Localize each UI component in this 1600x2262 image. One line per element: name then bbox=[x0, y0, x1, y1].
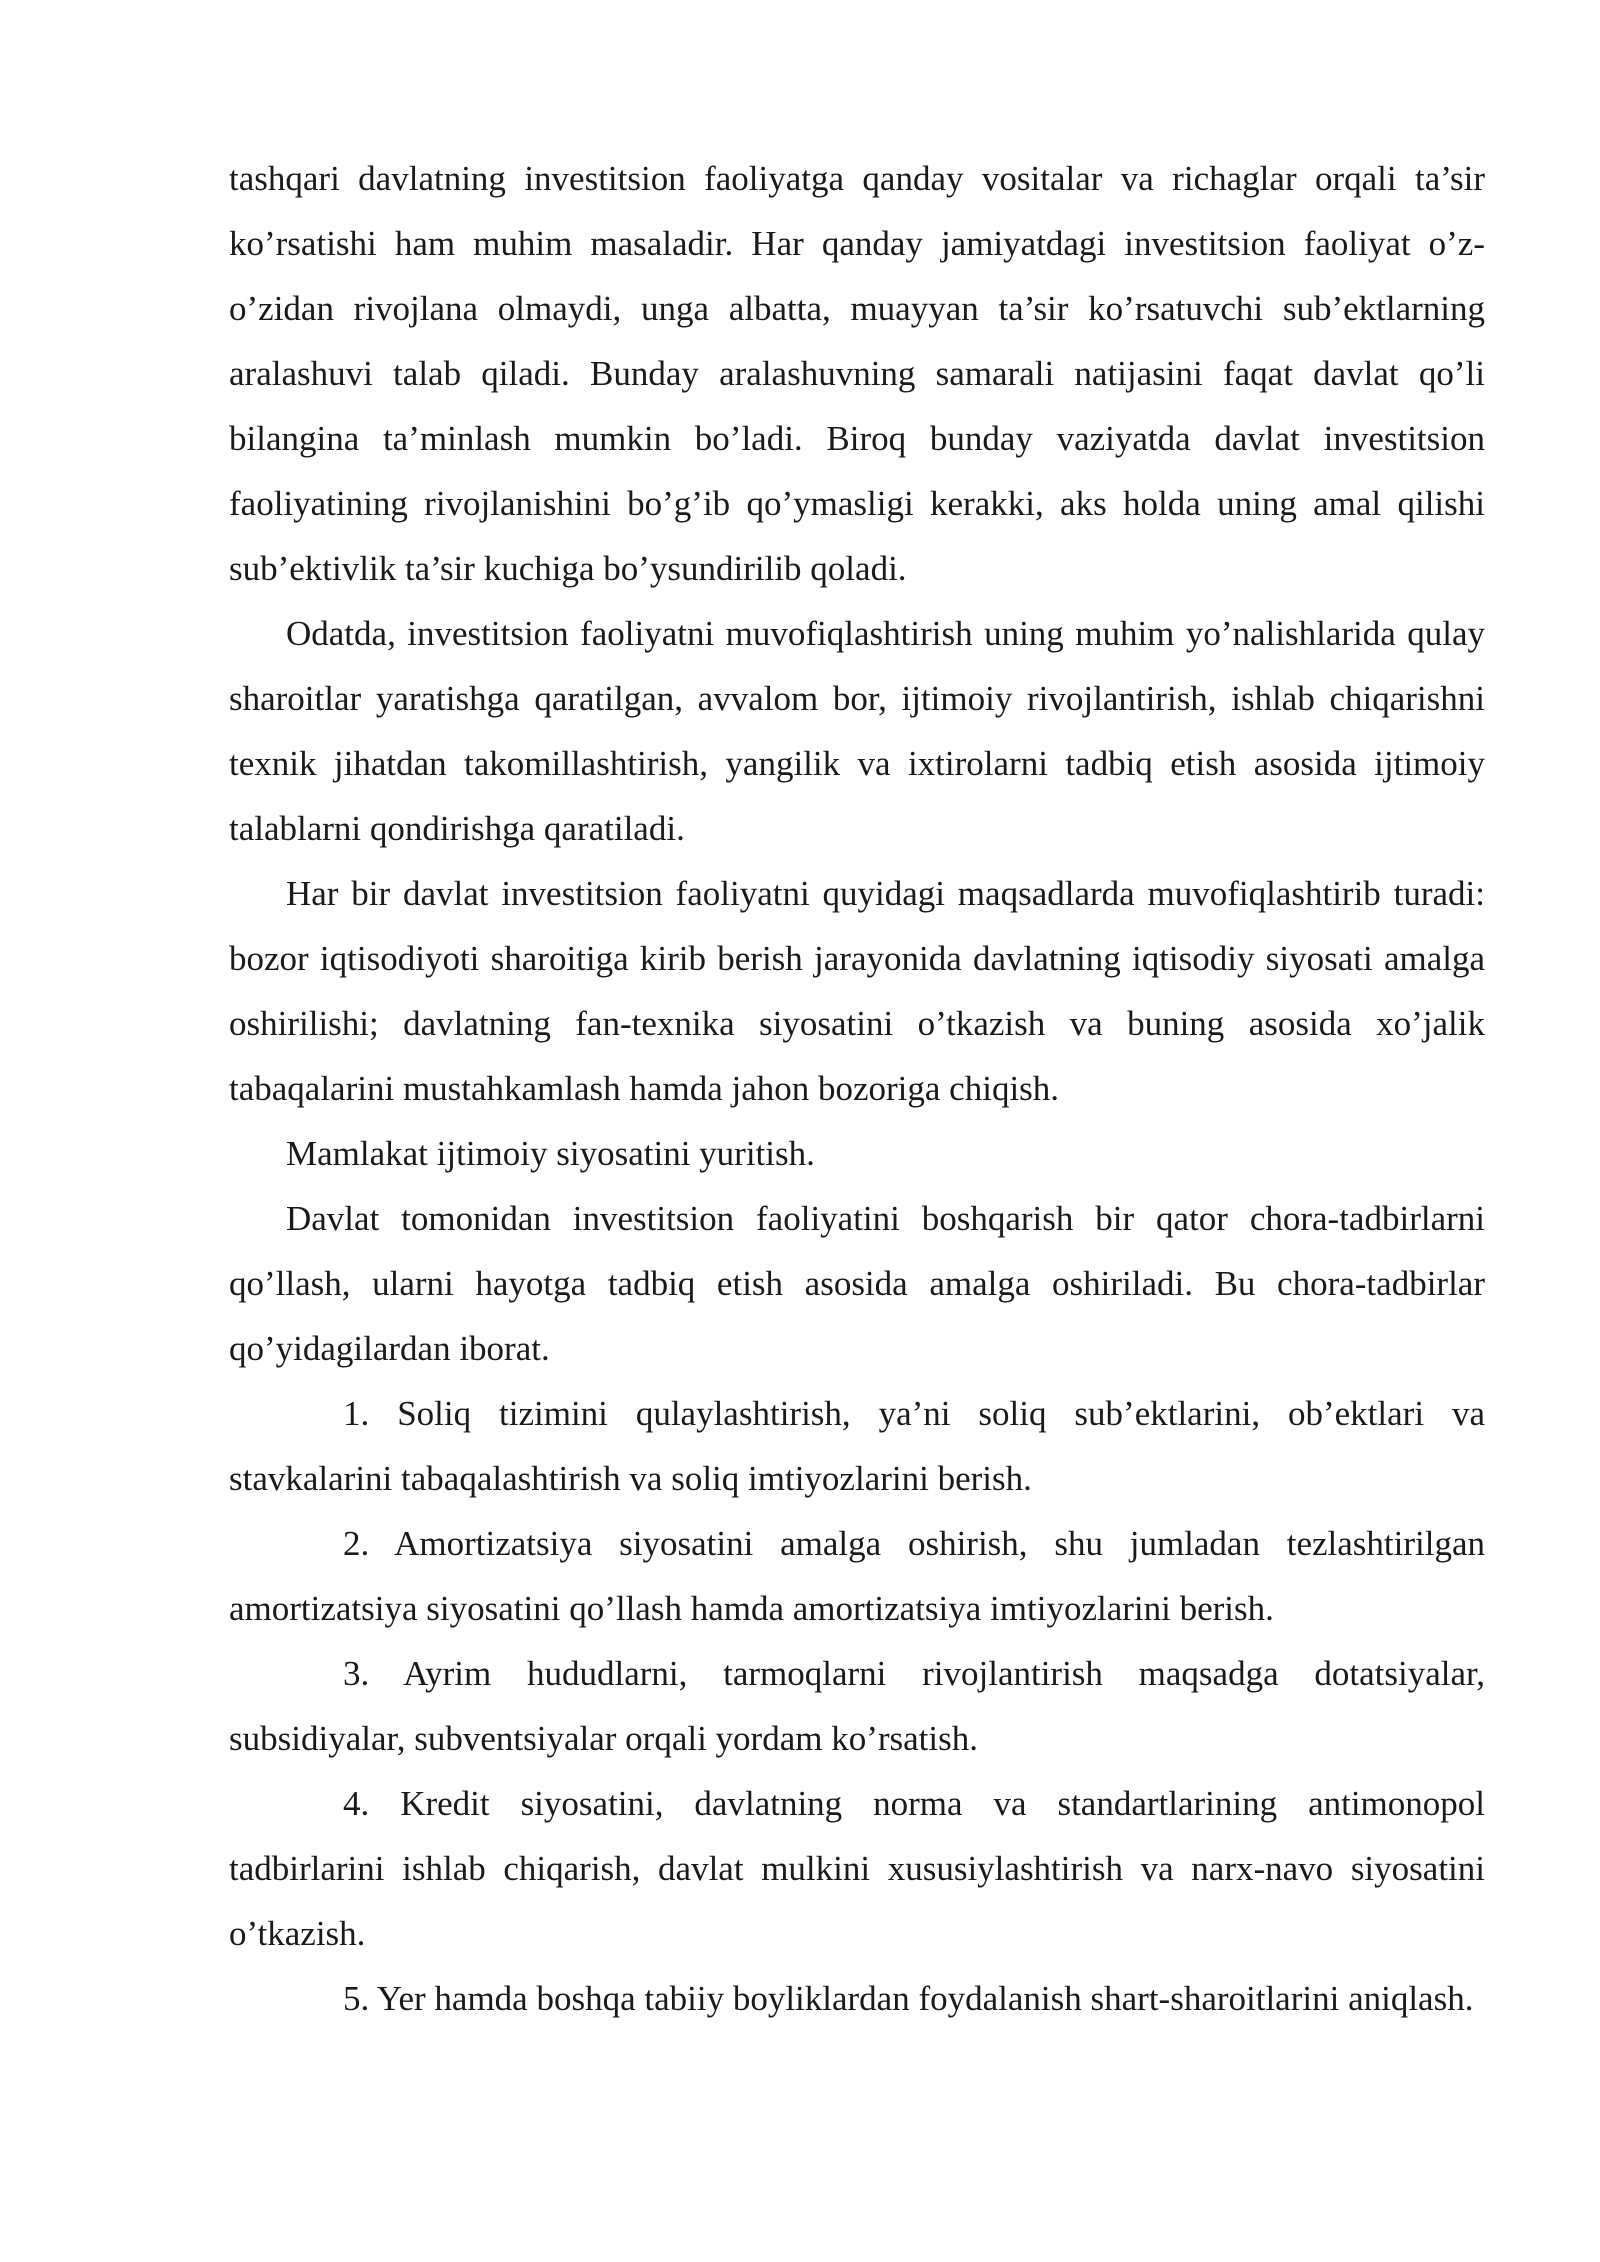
list-number: 3. bbox=[343, 1654, 370, 1693]
list-number: 1. bbox=[343, 1394, 370, 1433]
paragraph-4: Mamlakat ijtimoiy siyosatini yuritish. bbox=[286, 1134, 815, 1173]
paragraph-1: tashqari davlatning investitsion faoliyatga qanday vositalar va richaglar orqali ta’sir ko’rsatishi ham muhim masaladir. Har qanday jamiyatdagi investitsion faoliyat o’z-o’zidan rivojlana olmaydi, unga albatta, muayyan ta’sir ko’rsatuvchi sub’ektlarning aralashuvi talab qiladi. Bunday aralashuvning samarali natijasini faqat davlat qo’li bilangina ta’minlash mumkin bo’ladi. Biroq bunday vaziyatda davlat investitsion faoliyatining rivojlanishini bo’g’ib qo’ymasligi kerakki, aks holda uning amal qilishi sub’ektivlik ta’sir kuchiga bo’ysundirilib qoladi. bbox=[229, 159, 1485, 588]
list-item-text: Yer hamda boshqa tabiiy boyliklardan foydalanish shart-sharoitlarini aniqlash. bbox=[376, 1979, 1474, 2018]
paragraph-3: Har bir davlat investitsion faoliyatni quyidagi maqsadlarda muvofiqlashtirib turadi: bozor iqtisodiyoti sharoitiga kirib berish jarayonida davlatning iqtisodiy siyosati amalga oshirilishi; davlatning fan-texnika siyosatini o’tkazish va buning asosida xo’jalik tabaqalarini mustahkamlash hamda jahon bozoriga chiqish. bbox=[229, 874, 1485, 1108]
list-item-2 bbox=[229, 1511, 1485, 1641]
list-number: 5. bbox=[343, 1979, 370, 2018]
list-item-5 bbox=[229, 1966, 1485, 2031]
list-number: 4. bbox=[343, 1784, 370, 1823]
document-page bbox=[229, 146, 1485, 2031]
list-item-text: Ayrim hududlarni, tarmoqlarni rivojlantirish maqsadga dotatsiyalar, subsidiyalar, subventsiyalar orqali yordam ko’rsatish. bbox=[229, 1654, 1485, 1758]
list-item-text: Amortizatsiya siyosatini amalga oshirish, shu jumladan tezlashtirilgan amortizatsiya siyosatini qo’llash hamda amortizatsiya imtiyozlarini berish. bbox=[229, 1524, 1486, 1628]
list-item-4 bbox=[229, 1771, 1485, 1966]
list-item-1 bbox=[229, 1381, 1485, 1511]
paragraph-2: Odatda, investitsion faoliyatni muvofiqlashtirish uning muhim yo’nalishlarida qulay sharoitlar yaratishga qaratilgan, avvalom bor, ijtimoiy rivojlantirish, ishlab chiqarishni texnik jihatdan takomillashtirish, yangilik va ixtirolarni tadbiq etish asosida ijtimoiy talablarni qondirishga qaratiladi. bbox=[229, 614, 1485, 848]
list-item-text: Soliq tizimini qulaylashtirish, ya’ni soliq sub’ektlarini, ob’ektlari va stavkalarini tabaqalashtirish va soliq imtiyozlarini berish. bbox=[229, 1394, 1486, 1498]
list-number: 2. bbox=[343, 1524, 370, 1563]
list-item-3 bbox=[229, 1641, 1485, 1771]
paragraph-5: Davlat tomonidan investitsion faoliyatini boshqarish bir qator chora-tadbirlarni qo’llash, ularni hayotga tadbiq etish asosida amalga oshiriladi. Bu chora-tadbirlar qo’yidagilardan iborat. bbox=[229, 1199, 1485, 1368]
list-item-text: Kredit siyosatini, davlatning norma va standartlarining antimonopol tadbirlarini ishlab chiqarish, davlat mulkini xususiylashtirish va narx-navo siyosatini o’tkazish. bbox=[229, 1784, 1485, 1953]
